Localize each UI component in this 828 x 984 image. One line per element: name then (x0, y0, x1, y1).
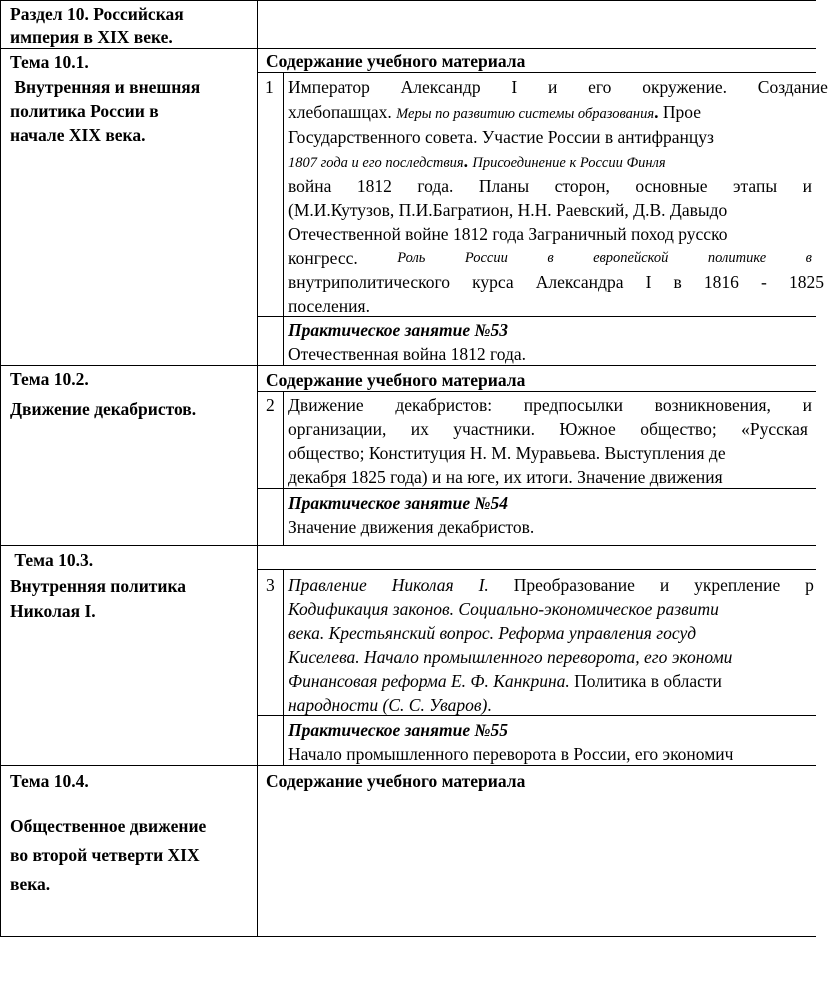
table-border-top (0, 0, 816, 1)
content-line: декабря 1825 года) и на юге, их итоги. Значение движения (288, 467, 723, 487)
row-divider (257, 569, 816, 570)
section-title-line: Раздел 10. Российская (10, 4, 184, 24)
topic-title-line: Движение декабристов. (10, 399, 197, 419)
column-divider (257, 0, 258, 937)
content-line: война 1812 года. Планы сторон, основные этапы и (288, 176, 812, 196)
content-line: народности (С. С. Уваров). (288, 695, 492, 715)
number-column-divider (283, 391, 284, 488)
topic-title-line: политика России в (10, 101, 159, 121)
table-border-bottom (0, 936, 816, 937)
content-header: Содержание учебного материала (266, 370, 526, 390)
content-line: 1807 года и его последствия. Присоединение к России Финля (288, 151, 666, 171)
practice-text: Начало промышленного переворота в России, его экономич (288, 744, 734, 764)
content-header: Содержание учебного материала (266, 51, 526, 71)
practice-title: Практическое занятие №53 (288, 320, 508, 340)
content-line: Кодификация законов. Социально-экономическое развити (288, 599, 719, 619)
content-line: Финансовая реформа Е. Ф. Канкрина. Политика в области (288, 671, 722, 691)
content-line: Правление Николая I. Преобразование и укрепление р (288, 575, 814, 595)
topic-number: Тема 10.4. (10, 771, 89, 791)
topic-title-line: века. (10, 874, 51, 894)
number-column-divider (283, 72, 284, 316)
practice-text: Отечественная война 1812 года. (288, 344, 527, 364)
content-line: Движение декабристов: предпосылки возникновения, и (288, 395, 812, 415)
topic-title-line: Внутренняя политика (10, 576, 187, 596)
item-number: 1 (265, 77, 274, 97)
content-line: Отечественной войне 1812 года Заграничный поход русско (288, 224, 728, 244)
number-column-divider (283, 488, 284, 545)
content-line: общество; Конституция Н. М. Муравьева. Выступления де (288, 443, 726, 463)
content-line: внутриполитического курса Александра I в 1816 - 1825 (288, 272, 824, 292)
table-border-left (0, 0, 1, 937)
topic-title-line: во второй четверти XIX (10, 845, 200, 865)
topic-title-line: Внутренняя и внешняя (10, 77, 201, 97)
item-number: 2 (266, 395, 275, 415)
content-line: Государственного совета. Участие России в антифранцуз (288, 127, 714, 147)
practice-text: Значение движения декабристов. (288, 517, 535, 537)
section-title-line: империя в XIX веке. (10, 27, 173, 47)
content-line: хлебопашцах. Меры по развитию системы образования. Прое (288, 102, 701, 122)
content-line: века. Крестьянский вопрос. Реформа управления госуд (288, 623, 697, 643)
content-line: Киселева. Начало промышленного переворота, его экономи (288, 647, 733, 667)
topic-number: Тема 10.1. (10, 52, 89, 72)
item-number: 3 (266, 575, 275, 595)
content-line: Император Александр I и его окружение. Создание (288, 77, 828, 97)
content-line: конгресс. Роль России в европейской политике в (288, 248, 812, 268)
content-line: поселения. (288, 296, 370, 316)
topic-title-line: Общественное движение (10, 816, 207, 836)
content-line: (М.И.Кутузов, П.И.Багратион, Н.Н. Раевский, Д.В. Давыдо (288, 200, 728, 220)
topic-title-line: Николая I. (10, 601, 96, 621)
practice-title: Практическое занятие №55 (288, 720, 508, 740)
practice-title: Практическое занятие №54 (288, 493, 508, 513)
row-divider (0, 545, 816, 546)
topic-number: Тема 10.3. (10, 550, 94, 570)
content-header: Содержание учебного материала (266, 771, 526, 791)
topic-number: Тема 10.2. (10, 369, 89, 389)
number-column-divider (283, 715, 284, 765)
number-column-divider (283, 315, 284, 365)
content-line: организации, их участники. Южное общество; «Русская (288, 419, 808, 439)
number-column-divider (283, 569, 284, 715)
topic-title-line: начале XIX века. (10, 125, 146, 145)
